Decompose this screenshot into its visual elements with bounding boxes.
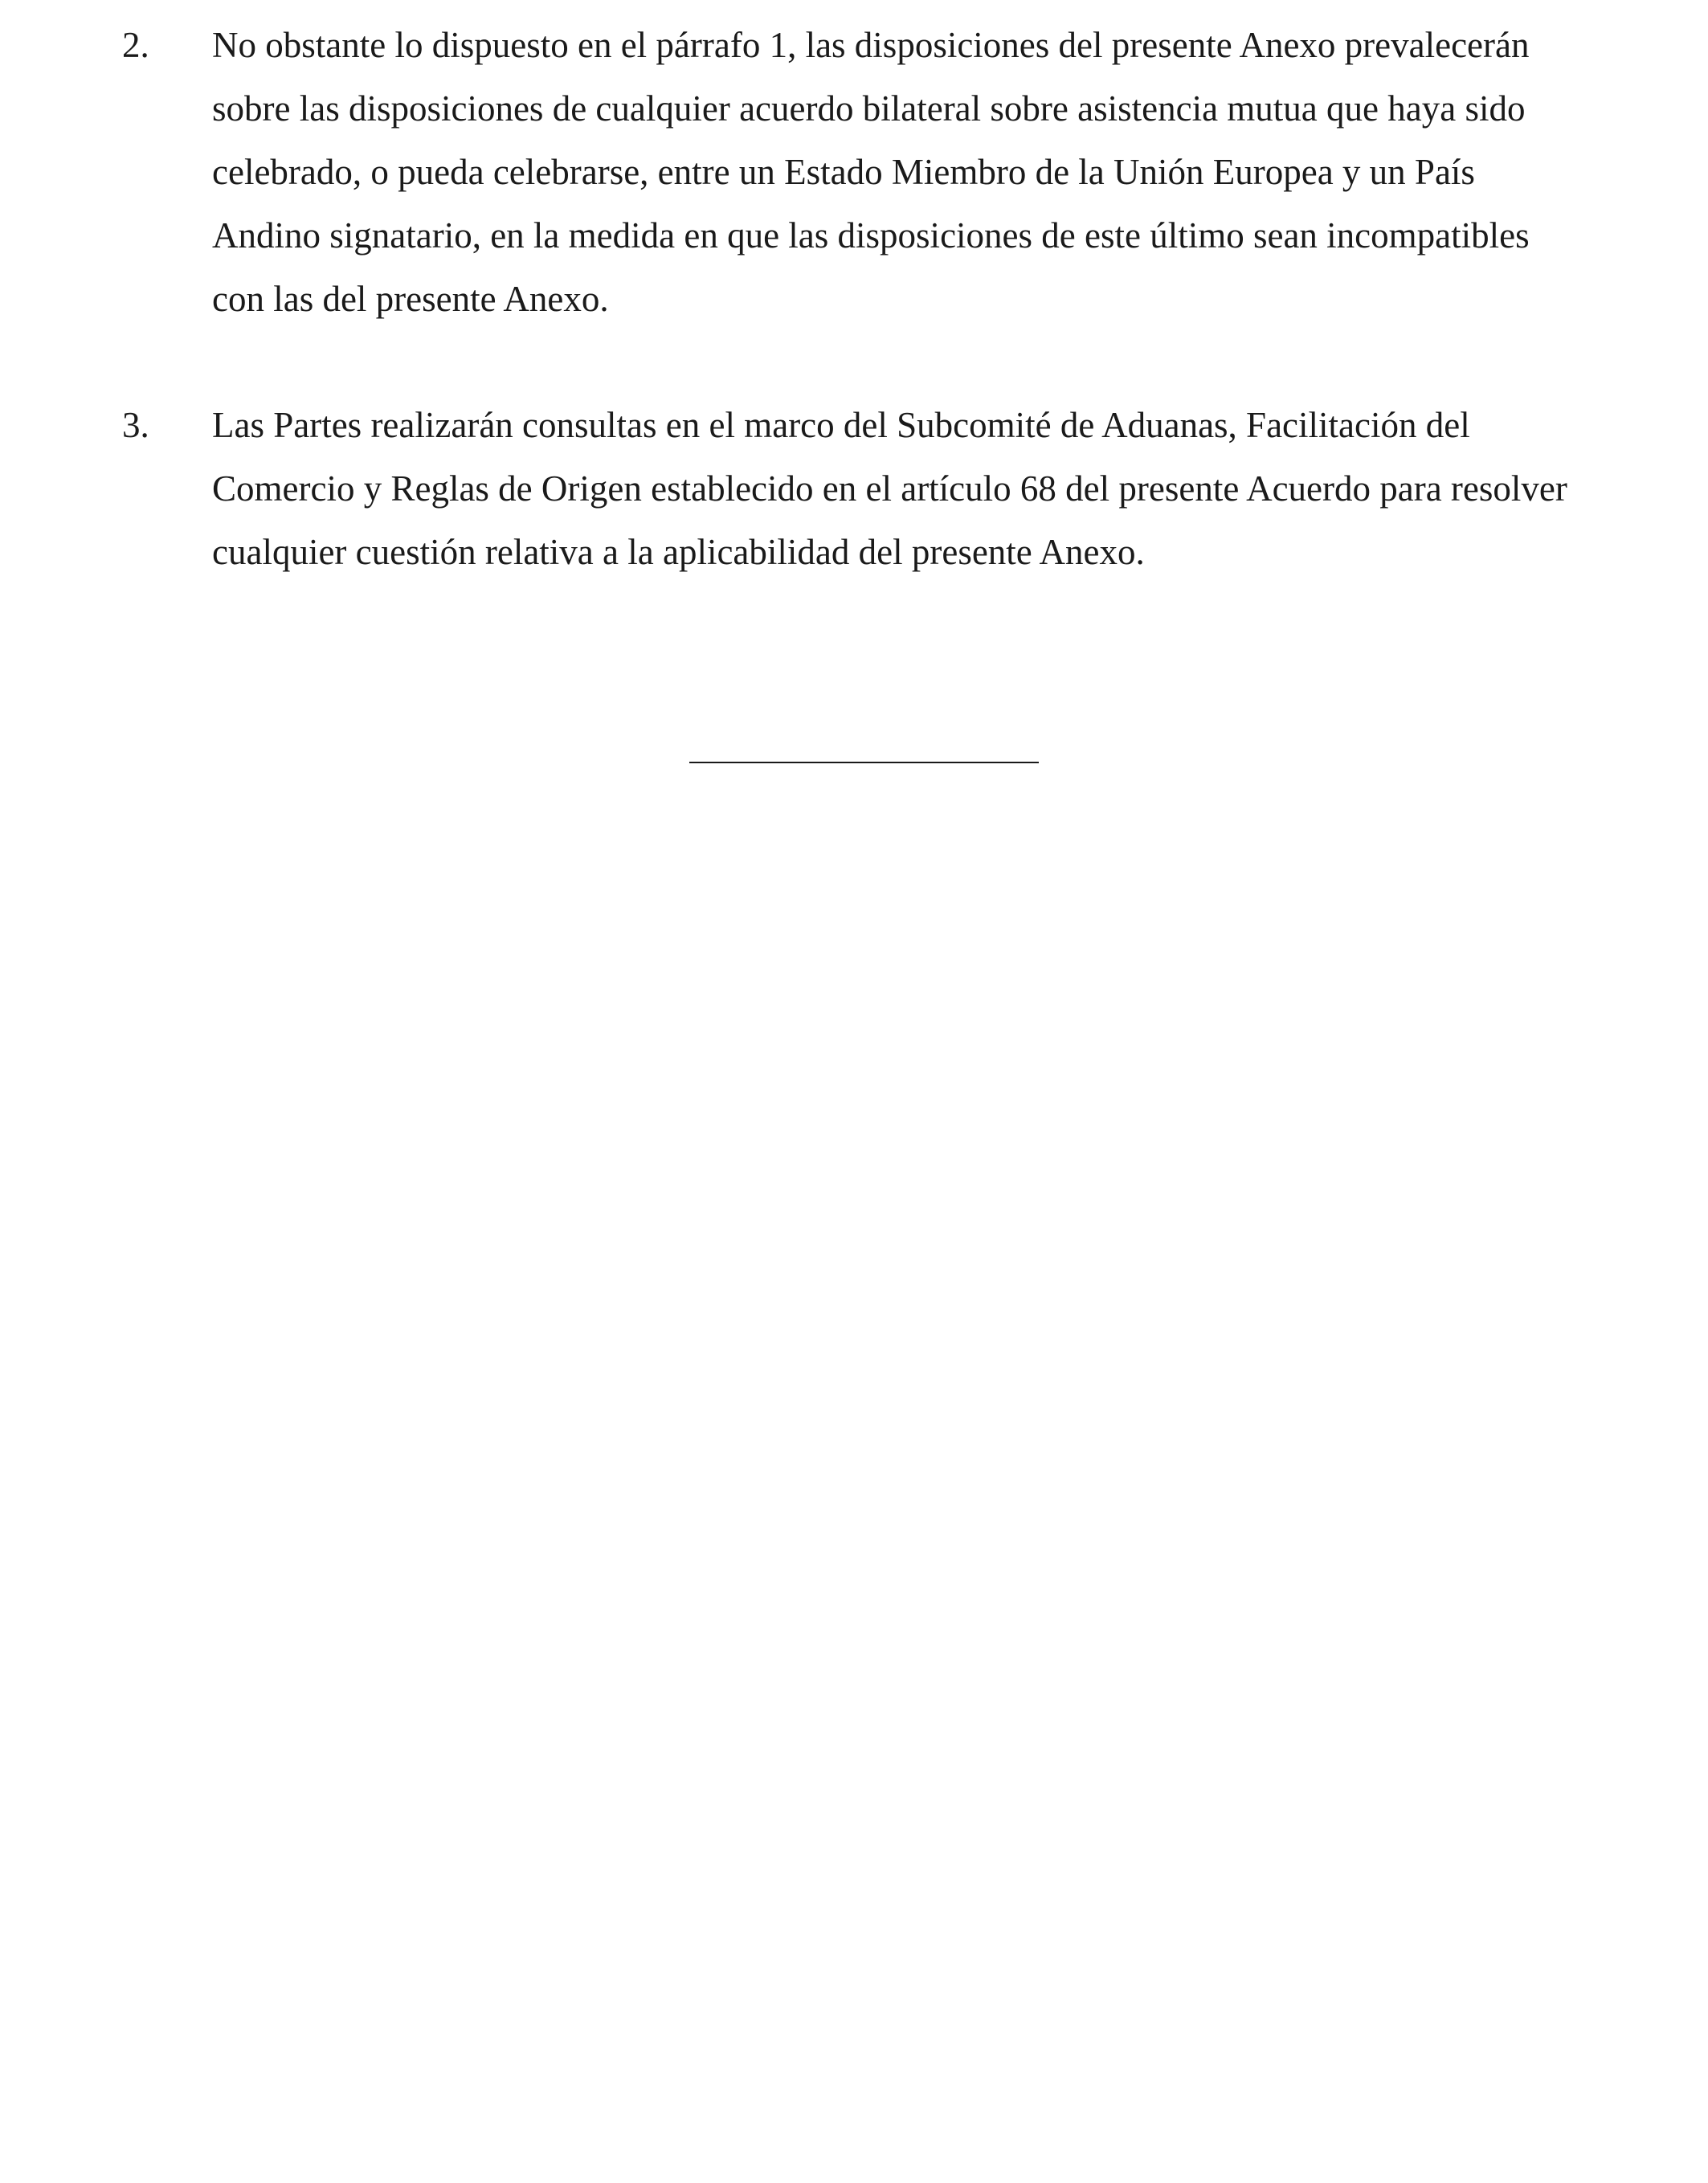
paragraph-line: Andino signatario, en la medida en que las disposiciones de este último sean incompatibles xyxy=(212,215,1530,256)
end-of-annex-rule xyxy=(689,762,1039,763)
paragraph-number: 3. xyxy=(122,405,149,445)
paragraph-line: sobre las disposiciones de cualquier acuerdo bilateral sobre asistencia mutua que haya sido xyxy=(212,88,1526,129)
paragraph-line: cualquier cuestión relativa a la aplicabilidad del presente Anexo. xyxy=(212,532,1145,572)
paragraph-line: Las Partes realizarán consultas en el marco del Subcomité de Aduanas, Facilitación del xyxy=(212,405,1470,445)
paragraph-line: con las del presente Anexo. xyxy=(212,279,609,319)
paragraph-line: Comercio y Reglas de Origen establecido en el artículo 68 del presente Acuerdo para resolver xyxy=(212,468,1567,509)
paragraph-line: celebrado, o pueda celebrarse, entre un Estado Miembro de la Unión Europea y un País xyxy=(212,152,1475,192)
paragraph-number: 2. xyxy=(122,25,149,65)
paragraph-line: No obstante lo dispuesto en el párrafo 1, las disposiciones del presente Anexo prevalecerán xyxy=(212,25,1530,65)
